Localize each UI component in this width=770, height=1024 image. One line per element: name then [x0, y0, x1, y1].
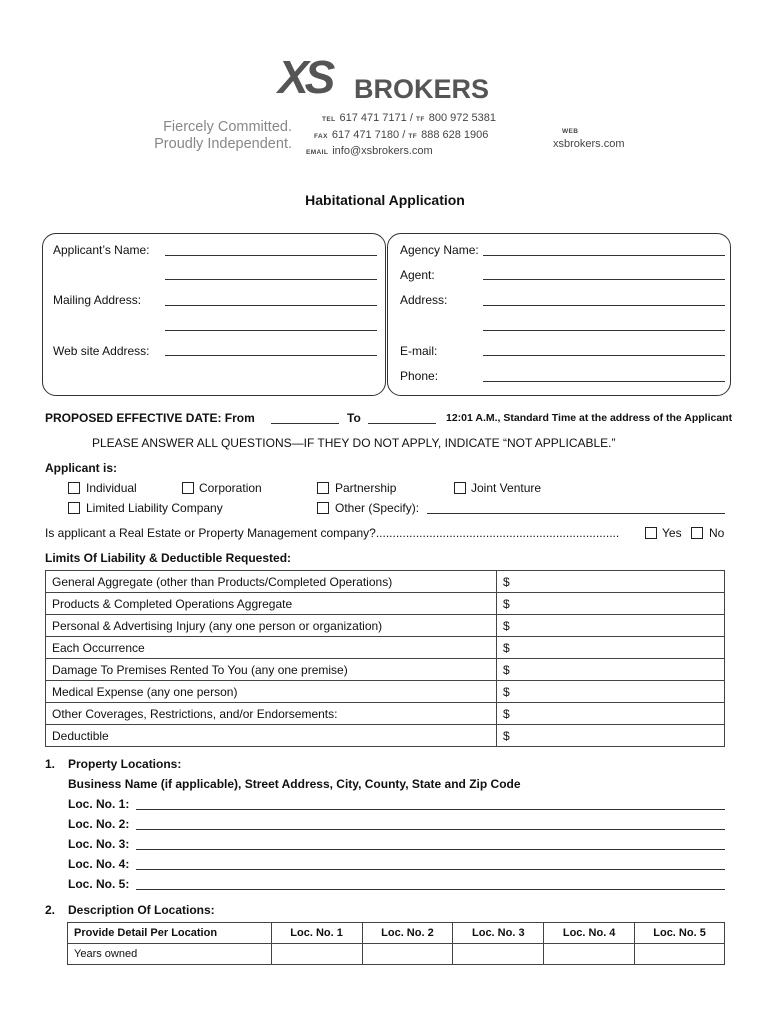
effective-date-label: PROPOSED EFFECTIVE DATE: From [45, 411, 255, 425]
table-row [46, 725, 725, 747]
applicant-name-label: Applicant’s Name: [53, 243, 150, 257]
loc-2-field[interactable] [136, 829, 725, 830]
agency-email-field[interactable] [483, 355, 725, 356]
currency-symbol: $ [503, 618, 510, 633]
contact-email-line [306, 144, 496, 161]
currency-symbol: $ [503, 574, 510, 589]
other-specify-field[interactable] [427, 513, 725, 514]
limit-label: Medical Expense (any one person) [46, 681, 497, 703]
real-estate-yes-label: Yes [662, 526, 682, 540]
limit-label: Each Occurrence [46, 637, 497, 659]
section2-heading: Description Of Locations: [68, 903, 215, 917]
tf2-label: TF [408, 132, 418, 140]
individual-checkbox[interactable] [68, 482, 80, 494]
tel-slash: / [409, 112, 413, 124]
effective-time-note: 12:01 A.M., Standard Time at the address of the Applicant [446, 412, 733, 424]
website-field[interactable] [165, 355, 377, 356]
llc-label: Limited Liability Company [86, 501, 223, 515]
effective-from-field[interactable] [271, 423, 339, 424]
limit-amount-field[interactable] [497, 659, 725, 681]
loc-1-label: Loc. No. 1: [68, 797, 130, 811]
tagline [132, 119, 292, 153]
loc-4-label: Loc. No. 4: [68, 857, 130, 871]
applicant-info-box [42, 233, 386, 396]
currency-symbol: $ [503, 684, 510, 699]
contact-block [306, 111, 496, 161]
agency-address-label: Address: [400, 293, 448, 307]
loc-5-field[interactable] [136, 889, 725, 890]
tagline-line-1: Fiercely Committed. [163, 119, 292, 135]
web-block [553, 125, 625, 151]
section1-number: 1. [45, 757, 56, 771]
other-checkbox[interactable] [317, 502, 329, 514]
real-estate-no-label: No [709, 526, 725, 540]
table-row [46, 659, 725, 681]
limit-amount-field[interactable] [497, 637, 725, 659]
tagline-line-2: Proudly Independent. [154, 136, 292, 152]
applicant-is-heading: Applicant is: [45, 461, 118, 475]
logo-brokers-text: BROKERS [354, 74, 490, 104]
limit-label: Other Coverages, Restrictions, and/or Endorsements: [46, 703, 497, 725]
instruction-text: PLEASE ANSWER ALL QUESTIONS—IF THEY DO NOT APPLY, INDICATE “NOT APPLICABLE.” [92, 436, 616, 450]
loc-1-cell[interactable] [271, 944, 362, 965]
tf2-number: 888 628 1906 [421, 128, 489, 141]
table-header-row [68, 923, 725, 944]
tel-number: 617 471 7171 [339, 112, 407, 124]
limit-amount-field[interactable] [497, 681, 725, 703]
mailing-address-label: Mailing Address: [53, 293, 142, 307]
loc-3-cell[interactable] [453, 944, 544, 965]
table-row [46, 703, 725, 725]
limit-amount-field[interactable] [497, 571, 725, 593]
contact-fax-line [306, 128, 496, 145]
tf-number: 800 972 5381 [428, 112, 497, 124]
row-label: Years owned [68, 944, 272, 965]
currency-symbol: $ [503, 640, 510, 655]
agent-field[interactable] [483, 279, 725, 280]
limits-table [45, 570, 725, 747]
agency-email-label: E-mail: [400, 344, 438, 358]
individual-label: Individual [86, 481, 137, 495]
table-row [46, 615, 725, 637]
currency-symbol: $ [503, 596, 510, 611]
agency-address-field-2[interactable] [483, 330, 725, 331]
limit-amount-field[interactable] [497, 703, 725, 725]
logo-xs-mark: XS [278, 51, 332, 103]
web-address: xsbrokers.com [553, 138, 625, 150]
email-label: EMAIL [306, 149, 329, 156]
column-header: Provide Detail Per Location [68, 923, 272, 944]
section2-number: 2. [45, 903, 56, 917]
column-header: Loc. No. 1 [271, 923, 362, 944]
joint-venture-checkbox[interactable] [454, 482, 466, 494]
section1-subheading: Business Name (if applicable), Street Address, City, County, State and Zip Code [68, 777, 521, 791]
applicant-name-field[interactable] [165, 255, 377, 256]
limit-amount-field[interactable] [497, 593, 725, 615]
loc-3-label: Loc. No. 3: [68, 837, 130, 851]
table-row [46, 571, 725, 593]
limit-label: Personal & Advertising Injury (any one person or organization) [46, 615, 497, 637]
real-estate-yes-checkbox[interactable] [645, 527, 657, 539]
agency-address-field[interactable] [483, 305, 725, 306]
page-title: Habitational Application [305, 192, 465, 208]
limit-label: Deductible [46, 725, 497, 747]
limit-label: General Aggregate (other than Products/Completed Operations) [46, 571, 497, 593]
currency-symbol: $ [503, 706, 510, 721]
agency-phone-field[interactable] [483, 381, 725, 382]
loc-4-field[interactable] [136, 869, 725, 870]
column-header: Loc. No. 5 [635, 923, 725, 944]
web-label: WEB [562, 128, 579, 135]
currency-symbol: $ [503, 728, 510, 743]
column-header: Loc. No. 2 [362, 923, 453, 944]
column-header: Loc. No. 4 [544, 923, 635, 944]
fax-label: FAX [314, 132, 328, 140]
loc-2-label: Loc. No. 2: [68, 817, 130, 831]
loc-5-label: Loc. No. 5: [68, 877, 130, 891]
website-label: Web site Address: [53, 344, 150, 358]
currency-symbol: $ [503, 662, 510, 677]
applicant-name-field-2[interactable] [165, 279, 377, 280]
loc-4-cell[interactable] [544, 944, 635, 965]
section1-heading: Property Locations: [68, 757, 182, 771]
agency-name-field[interactable] [483, 255, 725, 256]
table-row [46, 593, 725, 615]
real-estate-question: Is applicant a Real Estate or Property Management company?......................................................................... [45, 526, 620, 540]
tel-label: TEL [322, 116, 336, 123]
loc-5-cell[interactable] [635, 944, 725, 965]
column-header: Loc. No. 3 [453, 923, 544, 944]
table-row [46, 681, 725, 703]
fax-slash: / [402, 128, 406, 141]
llc-checkbox[interactable] [68, 502, 80, 514]
agent-label: Agent: [400, 268, 435, 282]
fax-number: 617 471 7180 [331, 128, 400, 141]
corporation-checkbox[interactable] [182, 482, 194, 494]
loc-1-field[interactable] [136, 809, 725, 810]
agency-phone-label: Phone: [400, 369, 439, 383]
loc-2-cell[interactable] [362, 944, 453, 965]
real-estate-no-checkbox[interactable] [691, 527, 703, 539]
limit-label: Damage To Premises Rented To You (any one premise) [46, 659, 497, 681]
mailing-address-field[interactable] [165, 305, 377, 306]
tf-label: TF [415, 116, 425, 123]
effective-to-label: To [347, 411, 361, 425]
partnership-checkbox[interactable] [317, 482, 329, 494]
joint-venture-label: Joint Venture [471, 481, 542, 495]
effective-to-field[interactable] [368, 423, 436, 424]
other-label: Other (Specify): [335, 501, 420, 515]
limit-amount-field[interactable] [497, 615, 725, 637]
agency-info-box [387, 233, 731, 396]
loc-3-field[interactable] [136, 849, 725, 850]
email-address: info@xsbrokers.com [332, 145, 433, 157]
mailing-address-field-2[interactable] [165, 330, 377, 331]
table-row [68, 944, 725, 965]
limit-label: Products & Completed Operations Aggregate [46, 593, 497, 615]
limits-heading: Limits Of Liability & Deductible Requested: [45, 551, 292, 565]
agency-name-label: Agency Name: [400, 243, 479, 257]
table-row [46, 637, 725, 659]
partnership-label: Partnership [335, 481, 397, 495]
limit-amount-field[interactable] [497, 725, 725, 747]
corporation-label: Corporation [199, 481, 262, 495]
location-detail-table [67, 922, 725, 965]
contact-tel-line [306, 111, 496, 128]
